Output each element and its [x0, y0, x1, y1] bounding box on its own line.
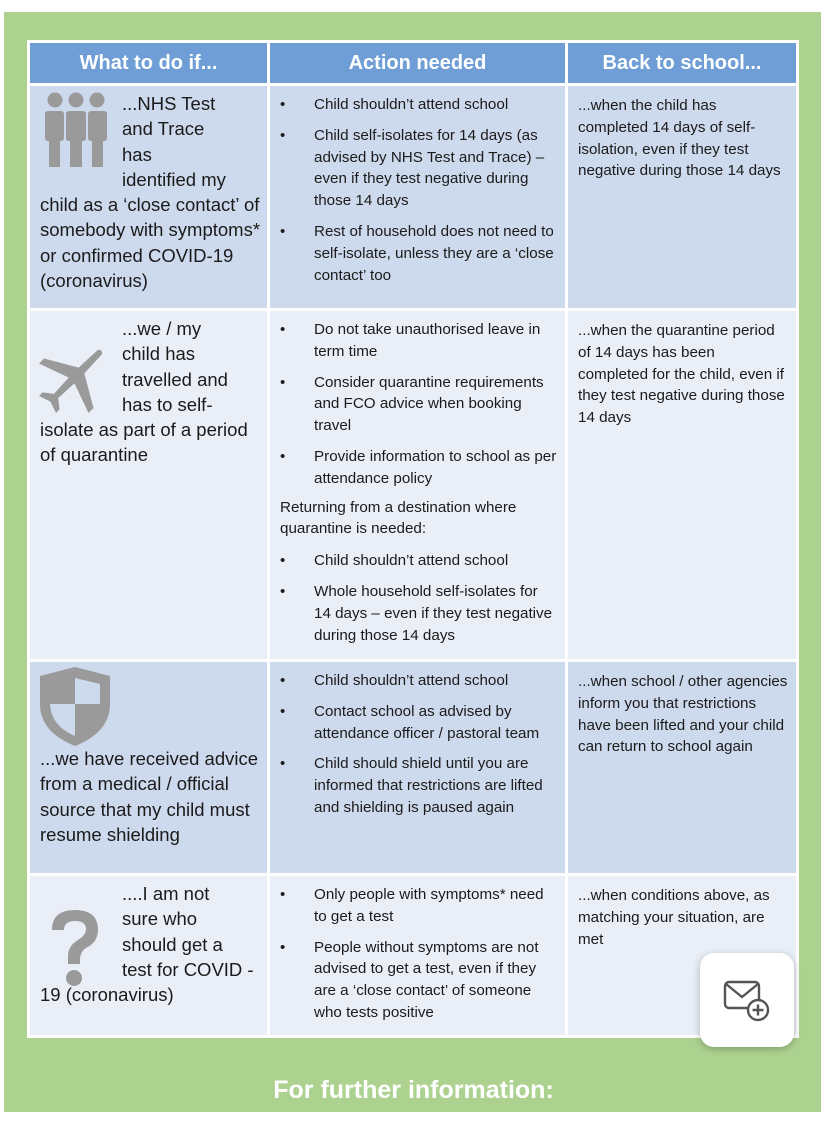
row2-actions-note: Returning from a destination where quarantine is needed: — [280, 498, 517, 538]
list-item: • Child self-isolates for 14 days (as advised by NHS Test and Trace) – even if they test negative during those 14 days — [270, 125, 565, 212]
header-what-to-do: What to do if... — [30, 43, 267, 83]
row3-back-text: ...when school / other agencies inform you that restrictions have been lifted and your child can return to school again — [578, 673, 788, 756]
row2-question-cell — [30, 311, 267, 659]
header-action-needed: Action needed — [270, 43, 565, 83]
row2-back-cell — [568, 311, 796, 659]
compose-mail-button[interactable] — [700, 953, 794, 1047]
list-item: • Do not take unauthorised leave in term time — [270, 319, 565, 363]
list-item: • Contact school as advised by attendance officer / pastoral team — [270, 701, 565, 745]
row2-question: ...we / my child has travelled and has to self- isolate as part of a period of quarantine — [40, 318, 248, 466]
row1-back-cell — [568, 86, 796, 308]
shield-icon — [36, 664, 114, 748]
list-item: • Child shouldn’t attend school — [270, 550, 565, 572]
list-item: • Whole household self-isolates for 14 days – even if they test negative during those 14 days — [270, 581, 565, 646]
footer-title: For further information: — [273, 1076, 554, 1104]
list-item: • Consider quarantine requirements and FCO advice when booking travel — [270, 372, 565, 437]
row3-question: ...we have received advice from a medical / official source that my child must resume shielding — [40, 748, 259, 845]
list-item: • Child shouldn’t attend school — [270, 94, 565, 116]
row1-question: ...NHS Test and Trace has identified my child as a ‘close contact’ of somebody with symptoms* or confirmed COVID-19 (coronavirus) — [40, 93, 261, 292]
header-back-to-school: Back to school... — [568, 43, 796, 83]
row1-actions-cell — [270, 86, 565, 308]
row4-back-text: ...when conditions above, as matching your situation, are met — [578, 887, 770, 948]
list-item: • Only people with symptoms* need to get a test — [270, 884, 565, 928]
row2-back-text: ...when the quarantine period of 14 days has been completed for the child, even if they test negative during those 14 days — [578, 322, 785, 427]
list-item: • Provide information to school as per attendance policy — [270, 446, 565, 490]
row3-actions-cell — [270, 662, 565, 873]
row2-actions-cell — [270, 311, 565, 659]
row3-question-cell — [30, 662, 267, 873]
row3-back-cell — [568, 662, 796, 873]
row1-back-text: ...when the child has completed 14 days of self-isolation, even if they test negative during those 14 days — [578, 97, 781, 180]
list-item: • Rest of household does not need to self-isolate, unless they are a ‘close contact’ too — [270, 221, 565, 286]
mail-add-icon — [700, 953, 794, 1047]
row1-question-cell — [30, 86, 267, 308]
list-item: • People without symptoms are not advised to get a test, even if they are a ‘close contact’ of someone who tests positive — [270, 937, 565, 1024]
row4-actions-cell — [270, 876, 565, 1035]
row4-question-cell — [30, 876, 267, 1035]
row4-question: ....I am not sure who should get a test for COVID - 19 (coronavirus) — [40, 883, 254, 1006]
guidance-table — [27, 40, 799, 1038]
list-item: • Child should shield until you are informed that restrictions are lifted and shielding is paused again — [270, 753, 565, 818]
list-item: • Child shouldn’t attend school — [270, 670, 565, 692]
